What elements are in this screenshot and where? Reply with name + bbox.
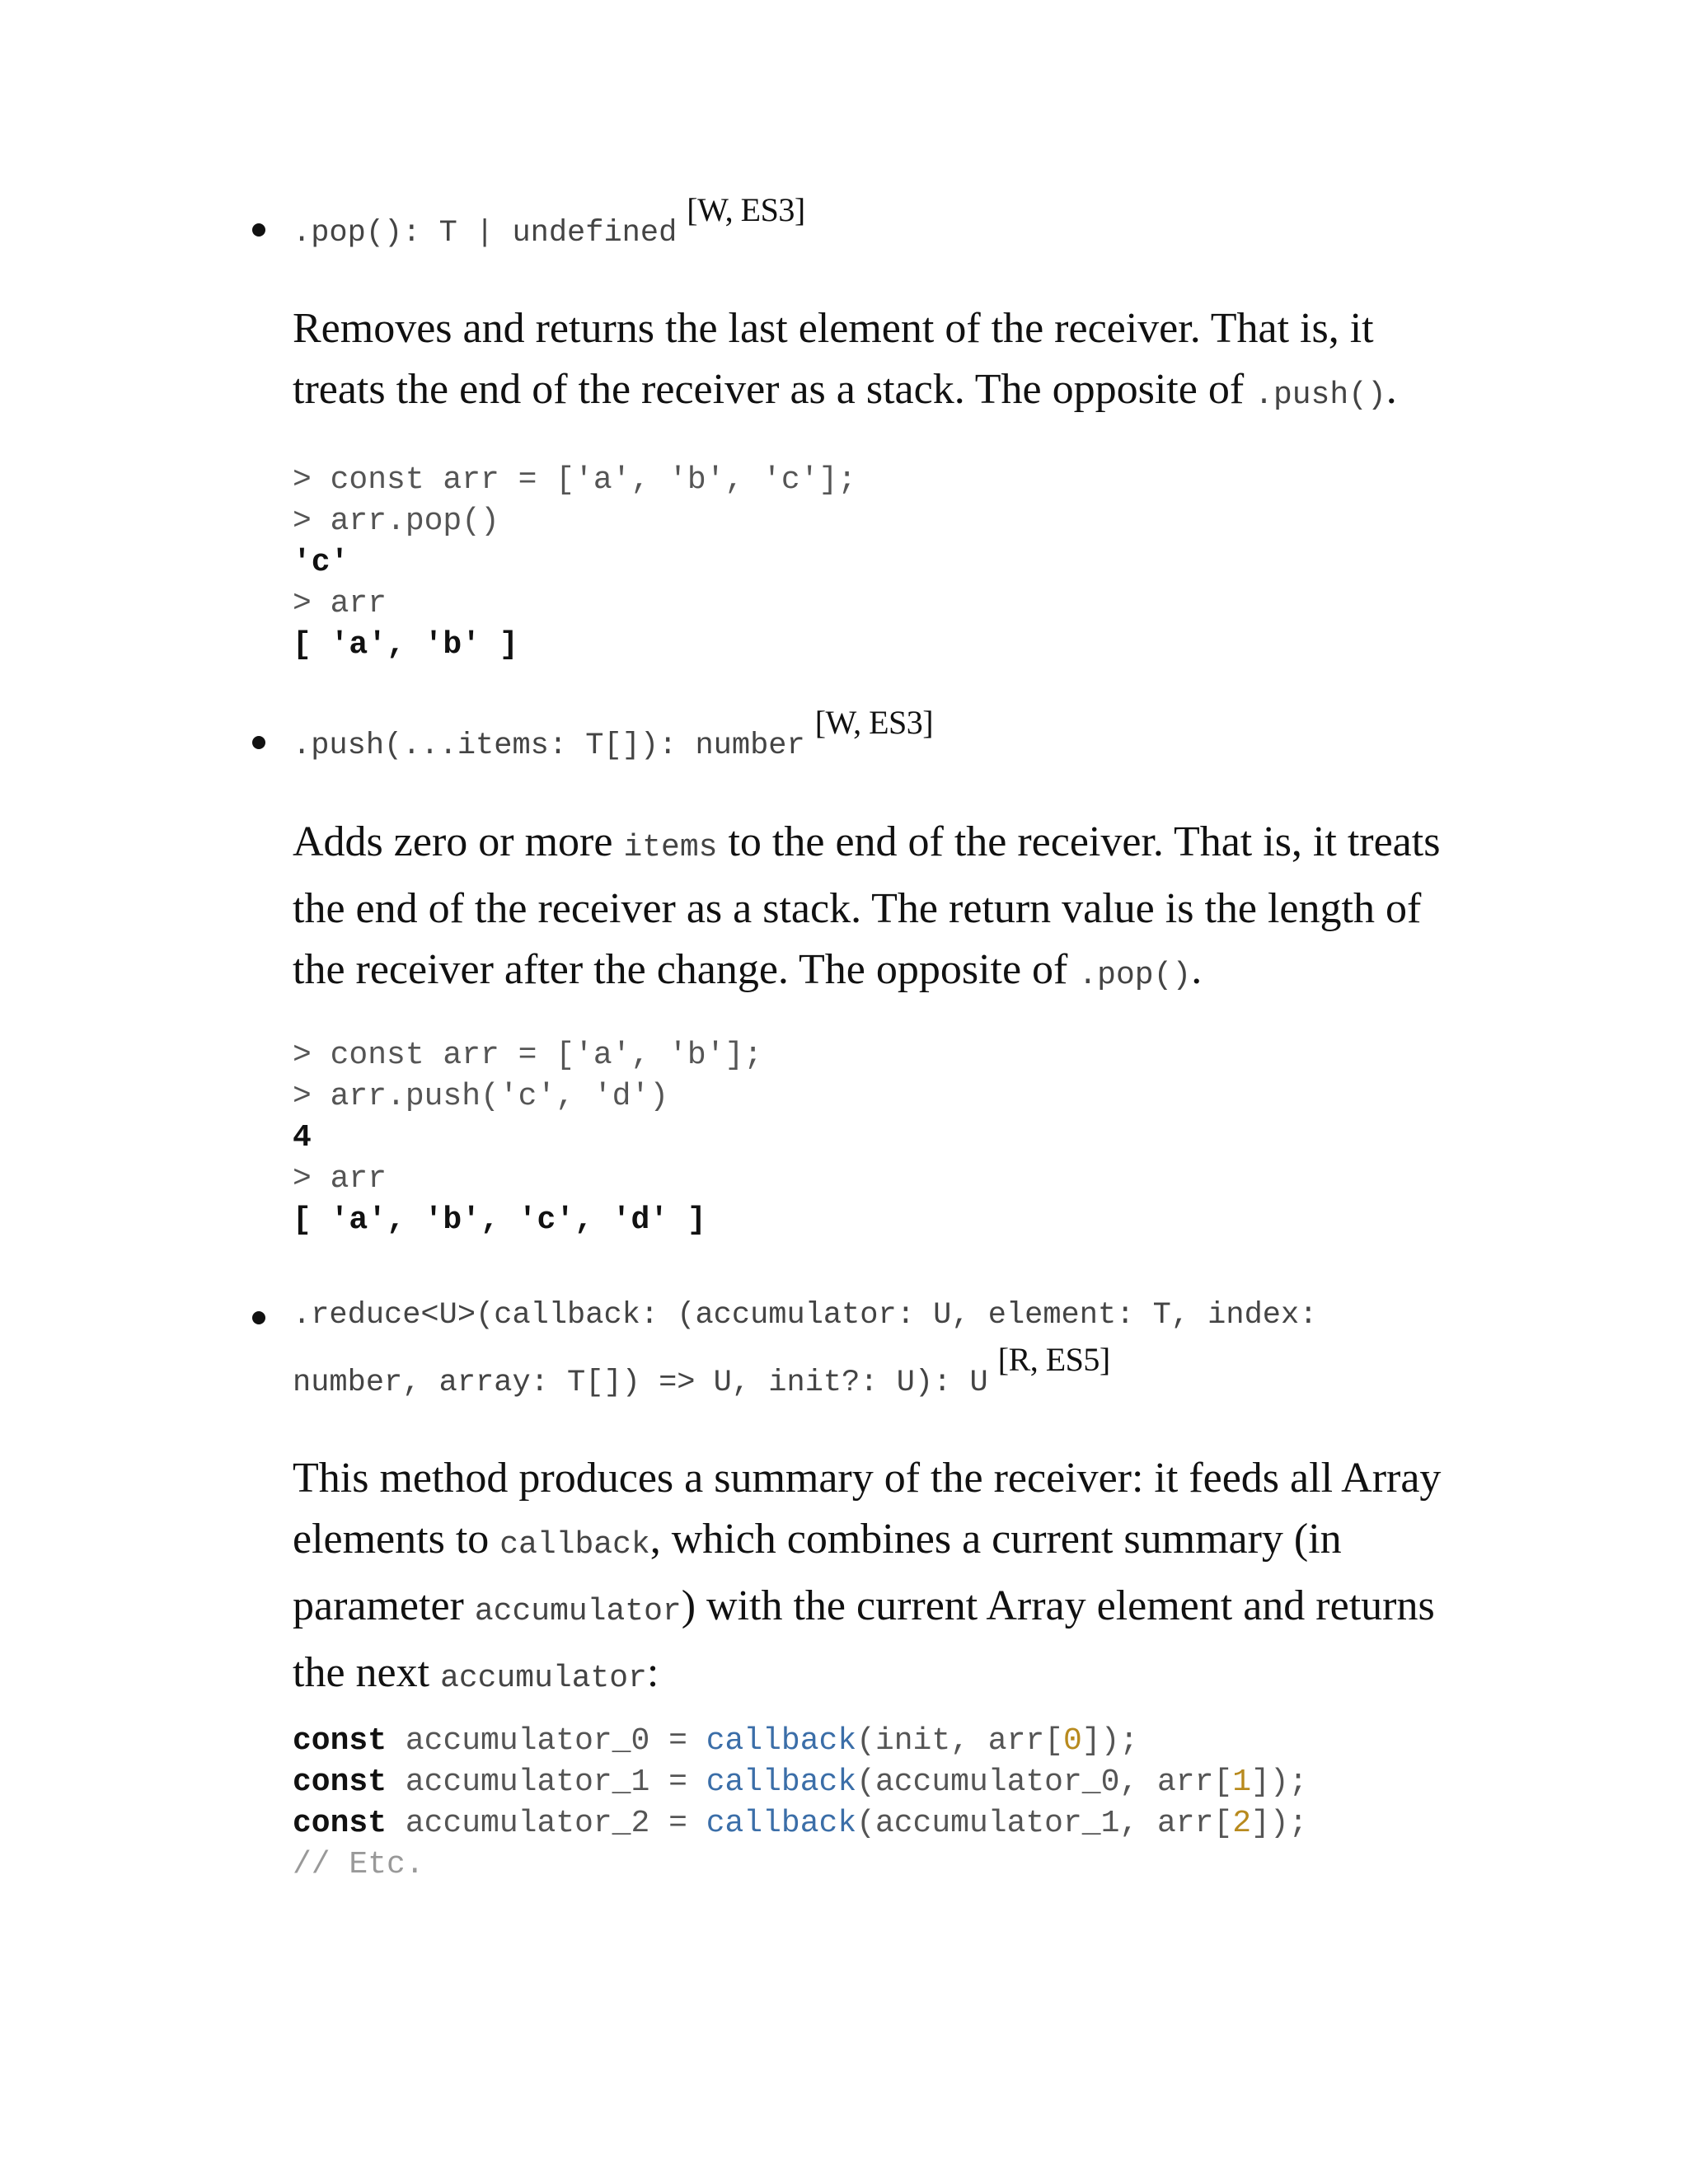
push-example-code (293, 1035, 762, 1241)
reduce-signature-text: number, array: T[]) => U, init?: U): U (293, 1366, 988, 1400)
push-desc-code-1: items (623, 830, 718, 865)
push-desc-code-2: .pop() (1078, 958, 1192, 993)
pop-example-code (293, 460, 856, 666)
bullet-pop (252, 223, 265, 237)
push-desc-text-1: Adds zero or more (293, 818, 624, 865)
code-line (293, 1803, 1307, 1844)
keyword: const (293, 1723, 387, 1759)
code-output: [ 'a', 'b', 'c', 'd' ] (293, 1202, 706, 1238)
code-line: > arr.push('c', 'd') (293, 1079, 669, 1114)
reduce-desc-text-3: ) with the current Array element and returns the next (293, 1582, 1435, 1696)
code-args: (init, arr[ (856, 1723, 1063, 1759)
code-comment: // Etc. (293, 1847, 424, 1882)
code-number: 2 (1232, 1806, 1252, 1841)
code-args: ]); (1251, 1806, 1308, 1841)
reduce-signature-line-2 (293, 1341, 1110, 1400)
code-variable: accumulator_1 = (387, 1765, 706, 1800)
reduce-desc-code-3: accumulator (440, 1661, 647, 1696)
code-line (293, 1721, 1307, 1762)
code-output: 4 (293, 1120, 312, 1155)
reduce-example-code (293, 1721, 1307, 1886)
code-line: > arr (293, 586, 387, 621)
reduce-desc-text-4: : (646, 1649, 659, 1696)
code-line: > arr.pop() (293, 504, 499, 539)
code-variable: accumulator_0 = (387, 1723, 706, 1759)
pop-description (293, 298, 1471, 426)
reduce-desc-code-1: callback (499, 1527, 650, 1563)
pop-desc-text-1: Removes and returns the last element of the receiver. That is, it treats the end of the receiver as a stack. The opposite of (293, 305, 1374, 413)
code-output: 'c' (293, 545, 349, 580)
code-args: (accumulator_0, arr[ (856, 1765, 1233, 1800)
reduce-description (293, 1448, 1471, 1709)
keyword: const (293, 1765, 387, 1800)
push-description (293, 812, 1471, 1006)
pop-signature-text: .pop(): T | undefined (293, 216, 678, 251)
pop-badge: [W, ES3] (687, 191, 805, 228)
bullet-push (252, 736, 265, 749)
code-number: 0 (1062, 1723, 1082, 1759)
push-desc-text-2: to the end of the receiver. That is, it treats the end of the receiver as a stack. The return value is the length of the receiver after the change. The opposite of (293, 818, 1441, 993)
code-args: ]); (1251, 1765, 1308, 1800)
code-line: > arr (293, 1161, 387, 1197)
code-line: > const arr = ['a', 'b', 'c']; (293, 462, 857, 498)
push-signature-text: .push(...items: T[]): number (293, 729, 805, 763)
reduce-badge: [R, ES5] (997, 1341, 1110, 1378)
reduce-desc-text-2: , which combines a current summary (in parameter (293, 1516, 1342, 1629)
pop-desc-code: .push() (1254, 377, 1386, 413)
pop-desc-text-2: . (1386, 366, 1397, 413)
function-name: callback (706, 1723, 857, 1759)
function-name: callback (706, 1765, 857, 1800)
function-name: callback (706, 1806, 857, 1841)
code-line: > const arr = ['a', 'b']; (293, 1038, 763, 1073)
code-output: [ 'a', 'b' ] (293, 627, 518, 663)
push-desc-text-3: . (1191, 946, 1203, 993)
code-line (293, 1762, 1307, 1803)
pop-signature (293, 191, 805, 251)
code-args: (accumulator_1, arr[ (856, 1806, 1233, 1841)
code-variable: accumulator_2 = (387, 1806, 706, 1841)
code-number: 1 (1232, 1765, 1252, 1800)
reduce-signature-line-1: .reduce<U>(callback: (accumulator: U, element: T, index: (293, 1298, 1318, 1333)
push-signature (293, 704, 934, 763)
code-args: ]); (1081, 1723, 1139, 1759)
keyword: const (293, 1806, 387, 1841)
bullet-reduce (252, 1311, 265, 1324)
reduce-desc-code-2: accumulator (474, 1594, 682, 1629)
push-badge: [W, ES3] (814, 704, 934, 741)
reduce-desc-text-1: This method produces a summary of the receiver: it feeds all Array elements to (293, 1455, 1442, 1563)
